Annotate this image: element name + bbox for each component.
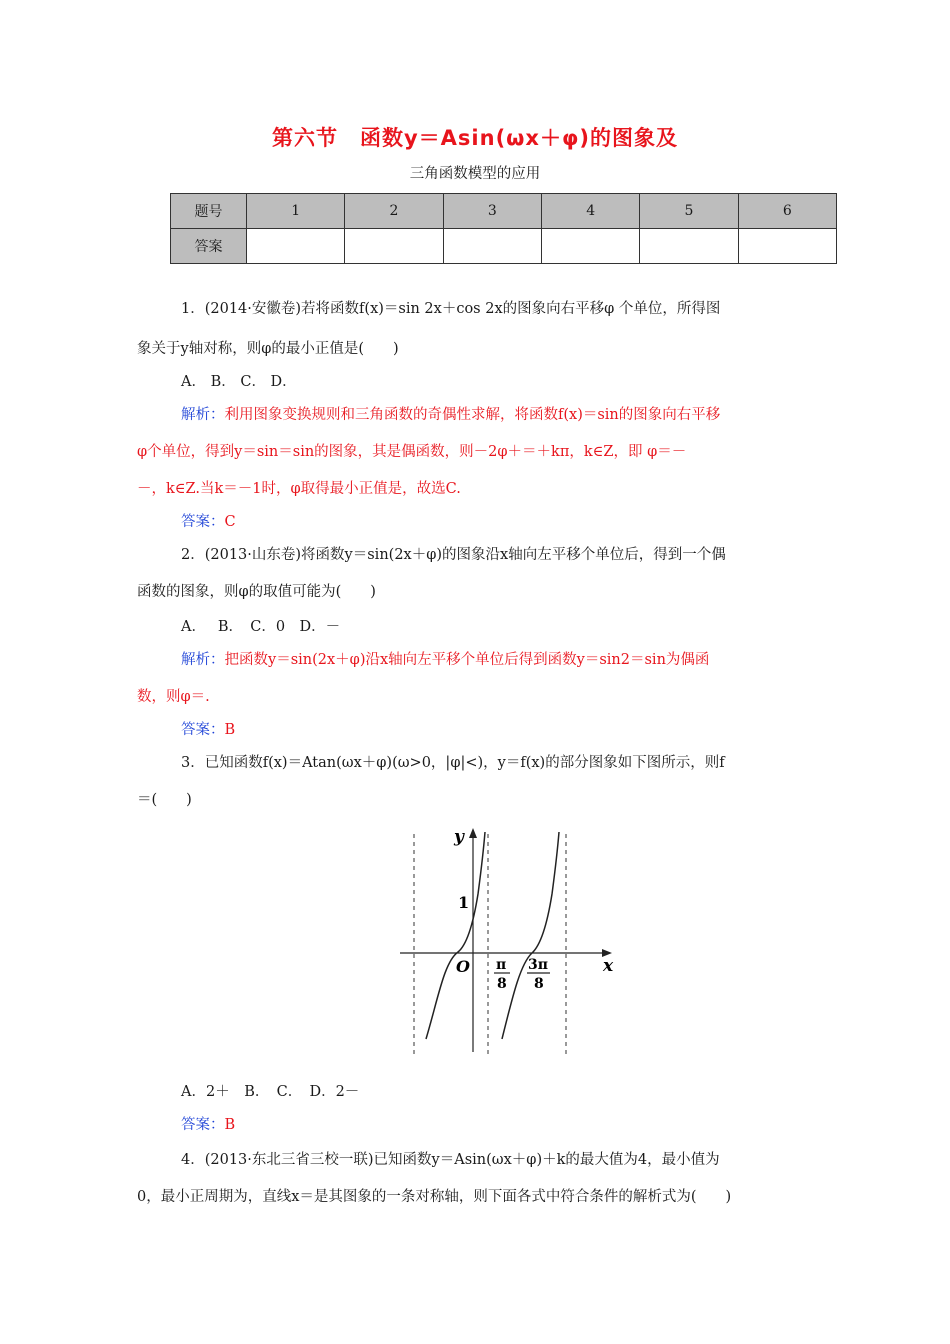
q2-stem-line-2: 函数的图象，则φ的取值可能为( ) xyxy=(137,584,376,600)
q2-stem-line-1: 2．(2013·山东卷)将函数y＝sin(2x＋φ)的图象沿x轴向左平移个单位后，得到一个偶 xyxy=(181,547,726,563)
answer-cell[interactable] xyxy=(345,229,443,264)
column-number: 2 xyxy=(345,194,443,229)
answer-cell[interactable] xyxy=(738,229,836,264)
q4-stem-line-1: 4．(2013·东北三省三校一联)已知函数y＝Asin(ωx＋φ)＋k的最大值为4，最小值为 xyxy=(181,1152,720,1168)
q1-options: A． B． C． D． xyxy=(181,374,297,390)
column-number: 1 xyxy=(247,194,345,229)
answer-table-header-row xyxy=(171,194,837,229)
y-tick-one-label: 1 xyxy=(458,893,470,912)
answer-label: 答案： xyxy=(181,1117,225,1133)
origin-label: O xyxy=(456,957,470,976)
answer-cell[interactable] xyxy=(541,229,639,264)
tick-pi-over-8-denominator: 8 xyxy=(497,976,507,992)
q2-analysis-line-1 xyxy=(181,650,821,670)
q1-analysis-line-1 xyxy=(181,405,821,425)
q3-stem-line-1: 3．已知函数f(x)＝Atan(ωx＋φ)(ω>0，|φ|<)，y＝f(x)的部分图象如下图所示，则f xyxy=(181,755,725,771)
y-axis-arrow xyxy=(469,828,477,838)
q2-options: A． B． C．0 D．－ xyxy=(181,619,341,635)
section-title: 第六节 函数y＝Asin(ωx＋φ)的图象及 xyxy=(271,126,678,150)
answer-label: 答案： xyxy=(181,722,225,738)
column-number: 4 xyxy=(541,194,639,229)
answer-value: B xyxy=(224,722,236,738)
q3-stem-line-2: ＝( ) xyxy=(137,792,192,808)
tick-3pi-over-8-numerator: 3π xyxy=(528,957,548,973)
q1-analysis-line-2: φ个单位，得到y＝sin＝sin的图象，其是偶函数，则－2φ＋＝＋kπ，k∈Z，即 φ＝－ xyxy=(137,444,687,460)
x-axis-label: x xyxy=(603,956,614,976)
q3-options: A．2＋ B． C． D．2－ xyxy=(181,1084,360,1100)
q2-analysis-line-2: 数，则φ＝. xyxy=(137,689,210,705)
q3-answer xyxy=(181,1115,821,1135)
analysis-text: 利用图象变换规则和三角函数的奇偶性求解，将函数f(x)＝sin的图象向右平移 xyxy=(224,407,721,423)
answer-cell[interactable] xyxy=(247,229,345,264)
q4-stem-line-2: 0，最小正周期为，直线x＝是其图象的一条对称轴，则下面各式中符合条件的解析式为( ) xyxy=(137,1189,732,1205)
answer-value: B xyxy=(224,1117,236,1133)
q1-stem-line-2: 象关于y轴对称，则φ的最小正值是( ) xyxy=(137,341,399,357)
q1-answer xyxy=(181,512,821,532)
q1-stem-line-1: 1．(2014·安徽卷)若将函数f(x)＝sin 2x＋cos 2x的图象向右平移φ 个单位，所得图 xyxy=(181,301,721,317)
row-label-answer: 答案 xyxy=(171,229,247,264)
column-number: 3 xyxy=(443,194,541,229)
tangent-graph-figure xyxy=(380,824,620,1059)
answer-cell[interactable] xyxy=(640,229,738,264)
analysis-label: 解析： xyxy=(181,652,225,668)
tangent-branch-1 xyxy=(426,832,485,1039)
q2-answer xyxy=(181,720,821,740)
answer-label: 答案： xyxy=(181,514,225,530)
q1-analysis-line-3: －，k∈Z.当k＝－1时，φ取得最小正值是，故选C. xyxy=(137,481,461,497)
tangent-branch-2 xyxy=(502,832,559,1039)
column-number: 6 xyxy=(738,194,836,229)
answer-value: C xyxy=(224,514,236,530)
section-subtitle: 三角函数模型的应用 xyxy=(409,166,541,182)
column-number: 5 xyxy=(640,194,738,229)
tick-3pi-over-8-denominator: 8 xyxy=(534,976,544,992)
row-label-number: 题号 xyxy=(171,194,247,229)
analysis-text: 把函数y＝sin(2x＋φ)沿x轴向左平移个单位后得到函数y＝sin2＝sin为偶函 xyxy=(224,652,710,668)
y-axis-label: y xyxy=(454,827,464,847)
answer-cell[interactable] xyxy=(443,229,541,264)
analysis-label: 解析： xyxy=(181,407,225,423)
answer-table xyxy=(170,193,837,264)
tick-pi-over-8-numerator: π xyxy=(496,957,507,973)
answer-table-answer-row xyxy=(171,229,837,264)
